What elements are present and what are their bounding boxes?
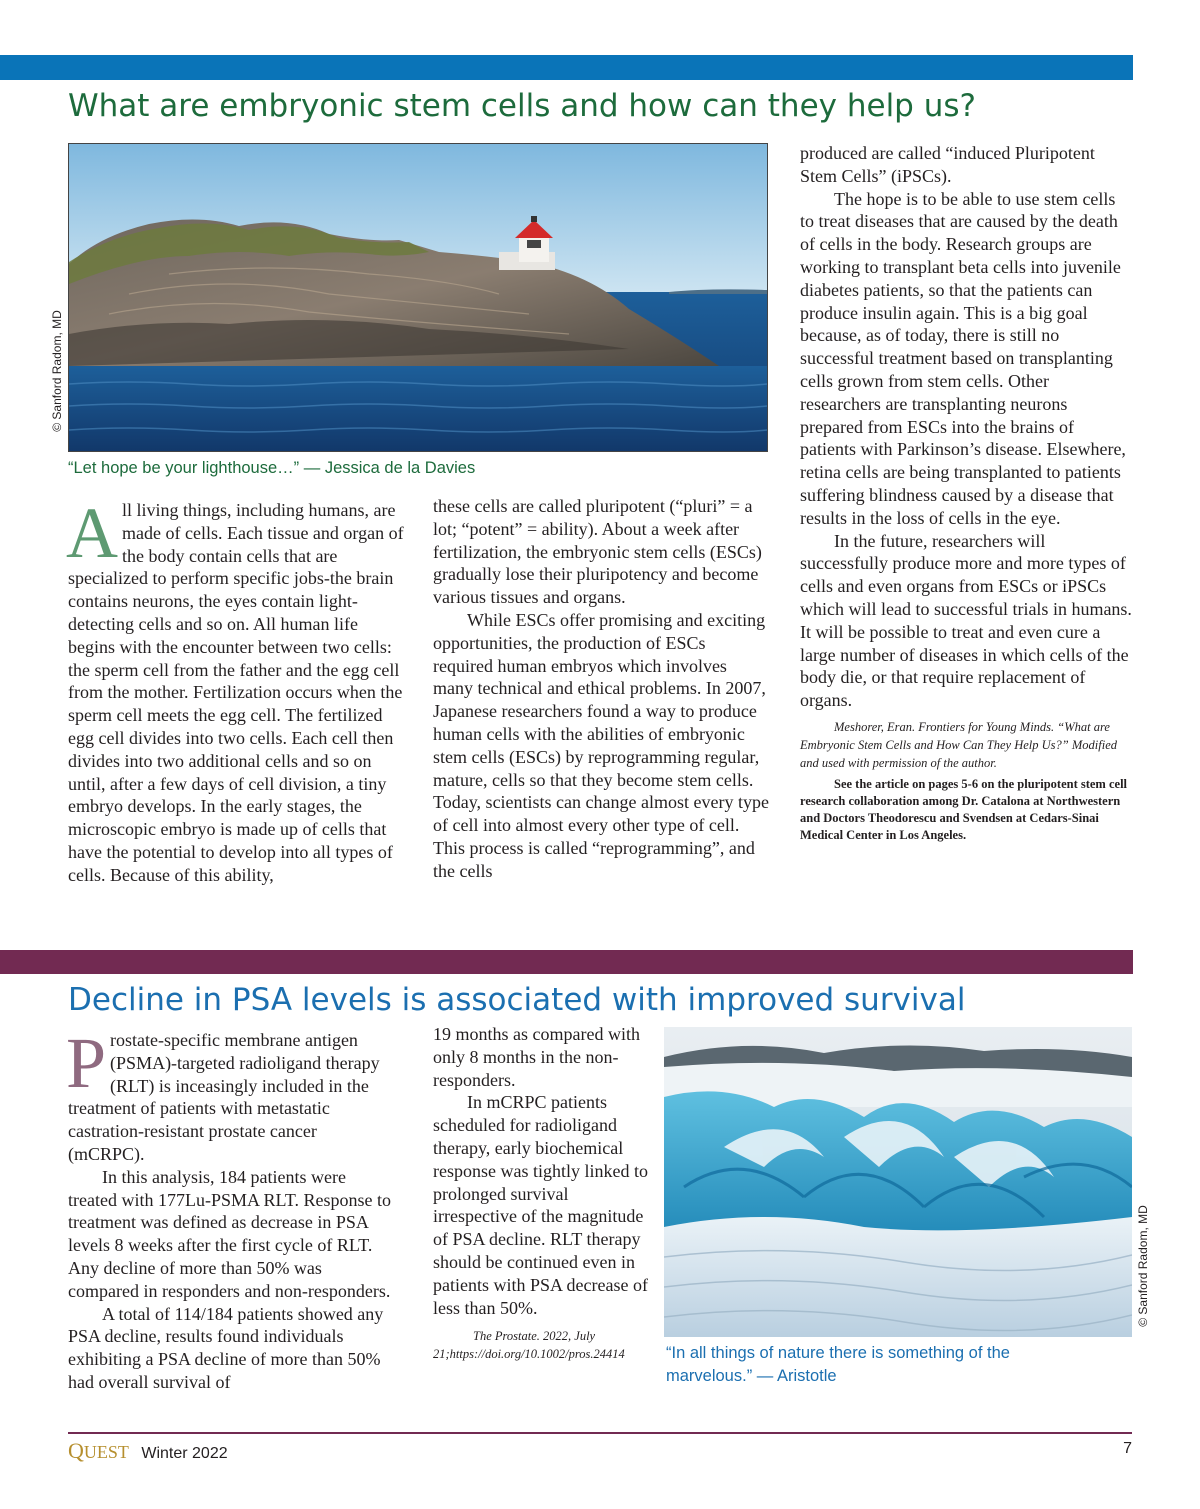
quest-logo: QUEST bbox=[68, 1438, 129, 1463]
dropcap-a: A bbox=[66, 493, 118, 573]
article1-col2-para-1: these cells are called pluripotent (“pluri” = a lot; “potent” = ability). About a week after fertilization, the embryonic stem cells (ESCs) gradually lose their pluripotency and become various tissues and organs. bbox=[433, 496, 762, 608]
article1-column-3 bbox=[800, 142, 1133, 844]
photo-caption-glacier: “In all things of nature there is something of the marvelous.” — Aristotle bbox=[666, 1344, 1010, 1385]
footer-issue: Winter 2022 bbox=[141, 1445, 228, 1462]
section-divider-bar bbox=[0, 950, 1133, 974]
article-title-psa: Decline in PSA levels is associated with improved survival bbox=[68, 982, 966, 1018]
article1-see-also-note: See the article on pages 5-6 on the pluripotent stem cell research collaboration among Dr. Catalona at Northwestern and Doctors Theodorescu and Svendsen at Cedars-Sinai Medical Center in Los Angeles. bbox=[800, 776, 1128, 842]
top-color-bar bbox=[0, 55, 1133, 80]
photo-credit-2: © Sanford Radom, MD bbox=[1136, 1205, 1150, 1327]
footer-publication bbox=[68, 1438, 228, 1464]
page-number: 7 bbox=[1123, 1440, 1132, 1457]
lighthouse-island-photo bbox=[68, 143, 768, 452]
article1-col3-para-2: The hope is to be able to use stem cells to treat diseases that are caused by the death of cells in the body. Research groups are working to transplant beta cells into juvenile diabetes patients, so that the patients can produce insulin again. This is a big goal because, as of today, there is still no successful treatment based on transplanting cells grown from stem cells. Other researchers are transplanting neurons prepared from ESCs into the brains of patients with Parkinson’s disease. Elsewhere, retina cells are being transplanted to patients suffering blindness caused by a disease that results in the loss of cells in the eye. bbox=[800, 188, 1126, 528]
article1-column-2 bbox=[433, 495, 769, 883]
dropcap-p: P bbox=[66, 1023, 107, 1103]
article2-col1-para-2: In this analysis, 184 patients were treated with 177Lu-PSMA RLT. Response to treatment was defined as decrease in PSA levels 8 weeks after the first cycle of RLT. Any decline of more than 50% was compared in responders and non-responders. bbox=[68, 1166, 391, 1301]
article1-reference: Meshorer, Eran. Frontiers for Young Minds. “What are Embryonic Stem Cells and How Can They Help Us?” Modified and used with permission of the author. bbox=[800, 719, 1117, 770]
article2-col2-para-2: In mCRPC patients scheduled for radioligand therapy, early biochemical response was tightly linked to prolonged survival irrespective of the magnitude of PSA decline. RLT therapy should be continued even in patients with PSA decrease of less than 50%. bbox=[433, 1092, 648, 1318]
article1-col3-para-1: produced are called “induced Pluripotent Stem Cells” (iPSCs). bbox=[800, 143, 1095, 186]
article1-col1-text: ll living things, including humans, are made of cells. Each tissue and organ of the body contain cells that are specialized to perform specific jobs-the brain contains neurons, the eyes contain light-detecting cells and so on. All human life begins with the encounter between two cells: the sperm cell from the father and the egg cell from the mother. Fertilization occurs when the sperm cell meets the egg cell. The fertilized egg cell divides into two cells. Each cell then divides into two additional cells and so on until, after a few days of cell division, a tiny embryo develops. In the early stages, the microscopic embryo is made up of cells that have the potential to develop into all types of cells. Because of this ability, bbox=[68, 500, 404, 885]
photo-credit-1: © Sanford Radom, MD bbox=[50, 310, 64, 432]
article2-reference: The Prostate. 2022, July 21;https://doi.org/10.1002/pros.24414 bbox=[433, 1329, 625, 1362]
glacier-ice-photo bbox=[664, 1027, 1132, 1337]
article1-col2-para-2: While ESCs offer promising and exciting opportunities, the production of ESCs required human embryos which involves many technical and ethical problems. In 2007, Japanese researchers found a way to produce human cells with the abilities of embryonic stem cells (ESCs) by reprogramming regular, mature, cells so that they become stem cells. Today, scientists can change almost every type of cell into almost every other type of cell. This process is called “reprogramming”, and the cells bbox=[433, 609, 769, 881]
article1-column-1 bbox=[66, 493, 404, 887]
footer-rule bbox=[68, 1432, 1132, 1434]
photo-caption-lighthouse: “Let hope be your lighthouse…” — Jessica de la Davies bbox=[68, 459, 476, 477]
article2-col2-para-1: 19 months as compared with only 8 months in the non-responders. bbox=[433, 1024, 640, 1090]
article-title-stem-cells: What are embryonic stem cells and how can they help us? bbox=[68, 88, 976, 124]
article2-column-1 bbox=[66, 1023, 396, 1394]
article2-column-2 bbox=[433, 1023, 653, 1363]
article2-col1-para-1: rostate-specific membrane antigen (PSMA)-targeted radioligand therapy (RLT) is inceasingly included in the treatment of patients with metastatic castration-resistant prostate cancer (mCRPC). bbox=[68, 1030, 380, 1164]
article1-col3-para-3: In the future, researchers will successfully produce more and more types of cells and even organs from ESCs or iPSCs which will lead to successful trials in humans. It will be possible to treat and even cure a large number of diseases in which cells of the body die, or that require replacement of organs. bbox=[800, 530, 1132, 711]
article2-col1-para-3: A total of 114/184 patients showed any PSA decline, results found individuals exhibiting a PSA decline of more than 50% had overall survival of bbox=[68, 1303, 384, 1392]
